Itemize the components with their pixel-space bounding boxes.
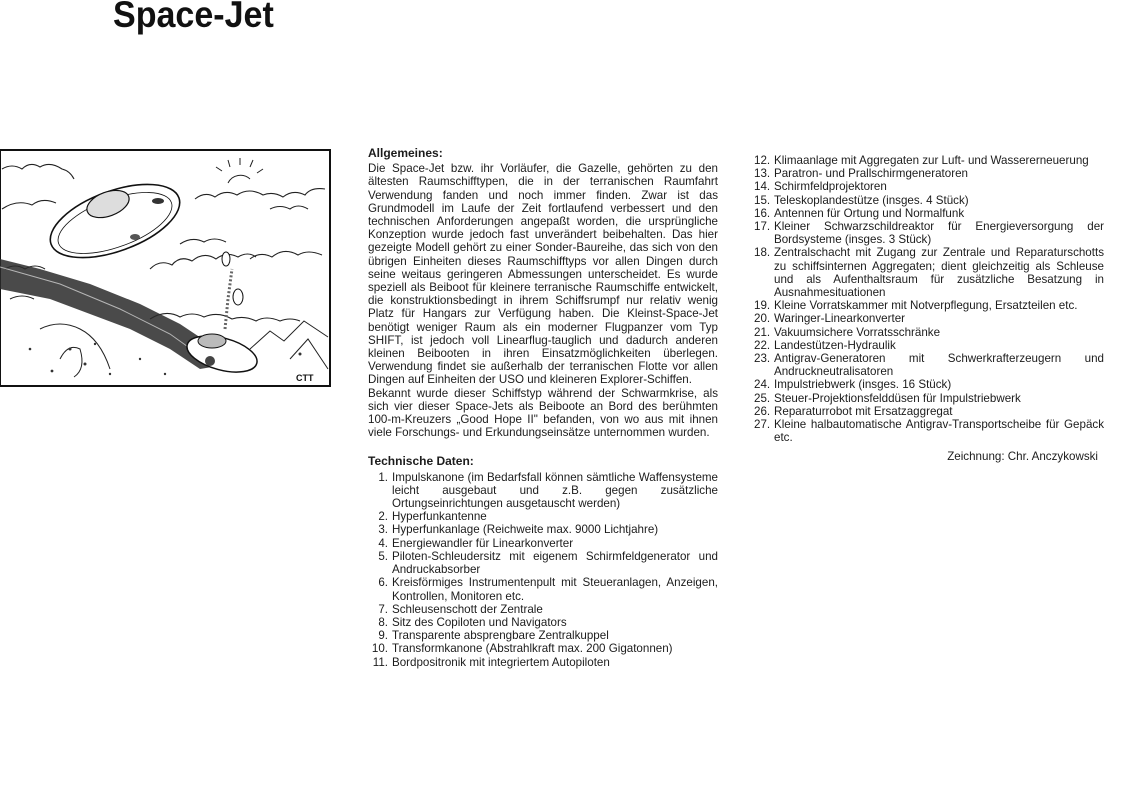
list-item xyxy=(754,167,1104,180)
general-paragraph: Bekannt wurde dieser Schiffstyp während der Schwarmkrise, als sich vier dieser Space-Jets als Beiboote an Bord des berühmten 100-m-Kreuzers „Good Hope II" befanden, von wo aus mit ihnen viele Forschungs- und Erkundungseinsätze unternommen wurden. xyxy=(368,386,718,440)
item-number: 1. xyxy=(378,470,388,484)
list-item xyxy=(754,326,1104,339)
list-item xyxy=(754,392,1104,405)
list-item xyxy=(368,550,718,576)
technical-column-right xyxy=(754,154,1104,464)
item-number: 24. xyxy=(754,378,771,392)
item-number: 5. xyxy=(378,549,388,563)
item-text: Kleine Vorratskammer mit Notverpflegung, Ersatzteilen etc. xyxy=(774,299,1078,313)
list-item xyxy=(754,312,1104,325)
item-number: 11. xyxy=(372,655,388,669)
item-text: Piloten-Schleudersitz mit eigenem Schirmfeldgenerator und Andruckabsorber xyxy=(392,549,718,577)
technical-list-part-1 xyxy=(368,471,718,669)
item-text: Kreisförmiges Instrumentenpult mit Steueranlagen, Anzeigen, Kontrollen, Monitoren etc. xyxy=(392,576,718,603)
list-item xyxy=(754,405,1104,418)
list-item xyxy=(368,537,718,550)
item-number: 17. xyxy=(754,220,771,234)
list-item xyxy=(368,471,718,511)
space-jet-illustration xyxy=(0,149,331,387)
list-item xyxy=(754,220,1104,246)
list-item xyxy=(368,603,718,616)
item-number: 23. xyxy=(754,352,771,366)
item-text: Impulskanone (im Bedarfsfall können sämtliche Waffensysteme leicht ausgebaut und z.B. gegen zusätzliche Ortungseinrichtungen ausgetauscht werden) xyxy=(392,470,718,511)
item-text: Impulstriebwerk (insges. 16 Stück) xyxy=(774,378,952,392)
item-number: 19. xyxy=(754,299,771,313)
item-number: 25. xyxy=(754,391,771,405)
item-text: Antigrav-Generatoren mit Schwerkrafterzeugern und Andruckneutralisatoren xyxy=(774,352,1104,379)
item-text: Schirmfeldprojektoren xyxy=(774,180,887,194)
list-item xyxy=(368,629,718,642)
list-item xyxy=(754,339,1104,352)
item-text: Reparaturrobot mit Ersatzaggregat xyxy=(774,404,953,418)
item-text: Transformkanone (Abstrahlkraft max. 200 Gigatonnen) xyxy=(392,642,673,656)
list-item xyxy=(754,418,1104,444)
item-text: Transparente absprengbare Zentralkuppel xyxy=(392,629,609,643)
page-title: Space-Jet xyxy=(113,0,274,35)
item-text: Paratron- und Prallschirmgeneratoren xyxy=(774,167,968,181)
item-number: 10. xyxy=(371,642,388,656)
item-number: 21. xyxy=(754,325,771,339)
list-item xyxy=(754,180,1104,193)
item-number: 4. xyxy=(378,536,388,550)
signature: CTT xyxy=(296,373,314,383)
space-jet-drawing-icon xyxy=(0,149,331,387)
technical-list-part-2 xyxy=(754,154,1104,444)
general-heading: Allgemeines: xyxy=(368,146,443,160)
item-text: Vakuumsichere Vorratsschränke xyxy=(774,325,941,339)
item-number: 27. xyxy=(754,418,771,432)
item-text: Waringer-Linearkonverter xyxy=(774,312,906,326)
list-item xyxy=(368,576,718,602)
list-item xyxy=(754,154,1104,167)
item-number: 9. xyxy=(378,629,388,643)
list-item xyxy=(368,510,718,523)
list-item xyxy=(368,616,718,629)
item-number: 14. xyxy=(754,180,771,194)
item-number: 12. xyxy=(754,154,771,167)
list-item xyxy=(754,378,1104,391)
item-number: 13. xyxy=(754,167,771,181)
item-text: Antennen für Ortung und Normalfunk xyxy=(774,206,965,220)
item-text: Steuer-Projektionsfelddüsen für Impulstriebwerk xyxy=(774,391,1021,405)
item-number: 8. xyxy=(378,615,388,629)
item-text: Schleusenschott der Zentrale xyxy=(392,602,543,616)
list-item xyxy=(754,207,1104,220)
item-text: Klimaanlage mit Aggregaten zur Luft- und Wassererneuerung xyxy=(774,154,1089,167)
item-text: Zentralschacht mit Zugang zur Zentrale und Reparaturschotts zu schiffsinternen Aggregaten; dient gleichzeitig als Schleuse und als Aufenthaltsraum für zusätzliche Besatzung in Ausnahmesituationen xyxy=(774,246,1104,300)
item-text: Kleine halbautomatische Antigrav-Transportscheibe für Gepäck etc. xyxy=(774,418,1104,445)
item-text: Sitz des Copiloten und Navigators xyxy=(392,615,567,629)
item-number: 2. xyxy=(378,510,388,524)
list-item xyxy=(754,246,1104,299)
item-number: 26. xyxy=(754,404,771,418)
drawing-credit: Zeichnung: Chr. Anczykowski xyxy=(947,450,1098,464)
item-text: Hyperfunkanlage (Reichweite max. 9000 Lichtjahre) xyxy=(392,523,659,537)
item-text: Bordpositronik mit integriertem Autopiloten xyxy=(392,655,610,669)
list-item xyxy=(368,656,718,669)
item-number: 18. xyxy=(754,246,771,260)
item-number: 15. xyxy=(754,193,771,207)
item-number: 22. xyxy=(754,338,771,352)
item-number: 6. xyxy=(378,576,388,590)
list-item xyxy=(754,299,1104,312)
general-paragraph: Die Space-Jet bzw. ihr Vorläufer, die Gazelle, gehörten zu den ältesten Raumschifftypen, die in der terranischen Raumfahrt Verwendung fanden und noch immer finden. Zwar ist das Grundmodell im Laufe der Zeit fortlaufend verbessert und den technischen Anforderungen angepaßt worden, die ursprüngliche Konzeption wurde jedoch fast unverändert beibehalten. Das hier gezeigte Modell gehört zu einer Sonder-Baureihe, das sich von den übrigen Einheiten dieses Raumschifftyps vor allen Dingen durch seine weitaus geringeren Abmessungen unterscheidet. Es wurde speziell als Beiboot für kleinere terranische Raumschiffe entwickelt, die konstruktionsbedingt in ihrem Schiffsrumpf nur relativ wenig Platz für Hangars zur Verfügung haben. Die Kleinst-Space-Jet benötigt weniger Raum als ein moderner Flugpanzer vom Typ SHIFT, ist jedoch voll Linearflug-tauglich und dadurch anderen kleinen Beibooten in ihren Einsatzmöglichkeiten überlegen. Verwendung findet sie außerhalb der terranischen Flotte vor allen Dingen auf Einheiten der USO und kleineren Explorer-Schiffen. xyxy=(368,162,718,387)
item-text: Landestützen-Hydraulik xyxy=(774,338,896,352)
item-text: Hyperfunkantenne xyxy=(392,510,487,524)
list-item xyxy=(754,194,1104,207)
item-number: 16. xyxy=(754,206,771,220)
list-item xyxy=(368,523,718,536)
item-number: 7. xyxy=(378,602,388,616)
item-text: Energiewandler für Linearkonverter xyxy=(392,536,574,550)
item-text: Teleskoplandestütze (insges. 4 Stück) xyxy=(774,193,969,207)
item-text: Kleiner Schwarzschildreaktor für Energieversorgung der Bordsysteme (insges. 3 Stück) xyxy=(774,220,1104,247)
general-column xyxy=(368,147,718,669)
list-item xyxy=(368,642,718,655)
item-number: 3. xyxy=(378,523,388,537)
technical-heading: Technische Daten: xyxy=(368,454,474,469)
list-item xyxy=(754,352,1104,378)
item-number: 20. xyxy=(754,312,771,326)
